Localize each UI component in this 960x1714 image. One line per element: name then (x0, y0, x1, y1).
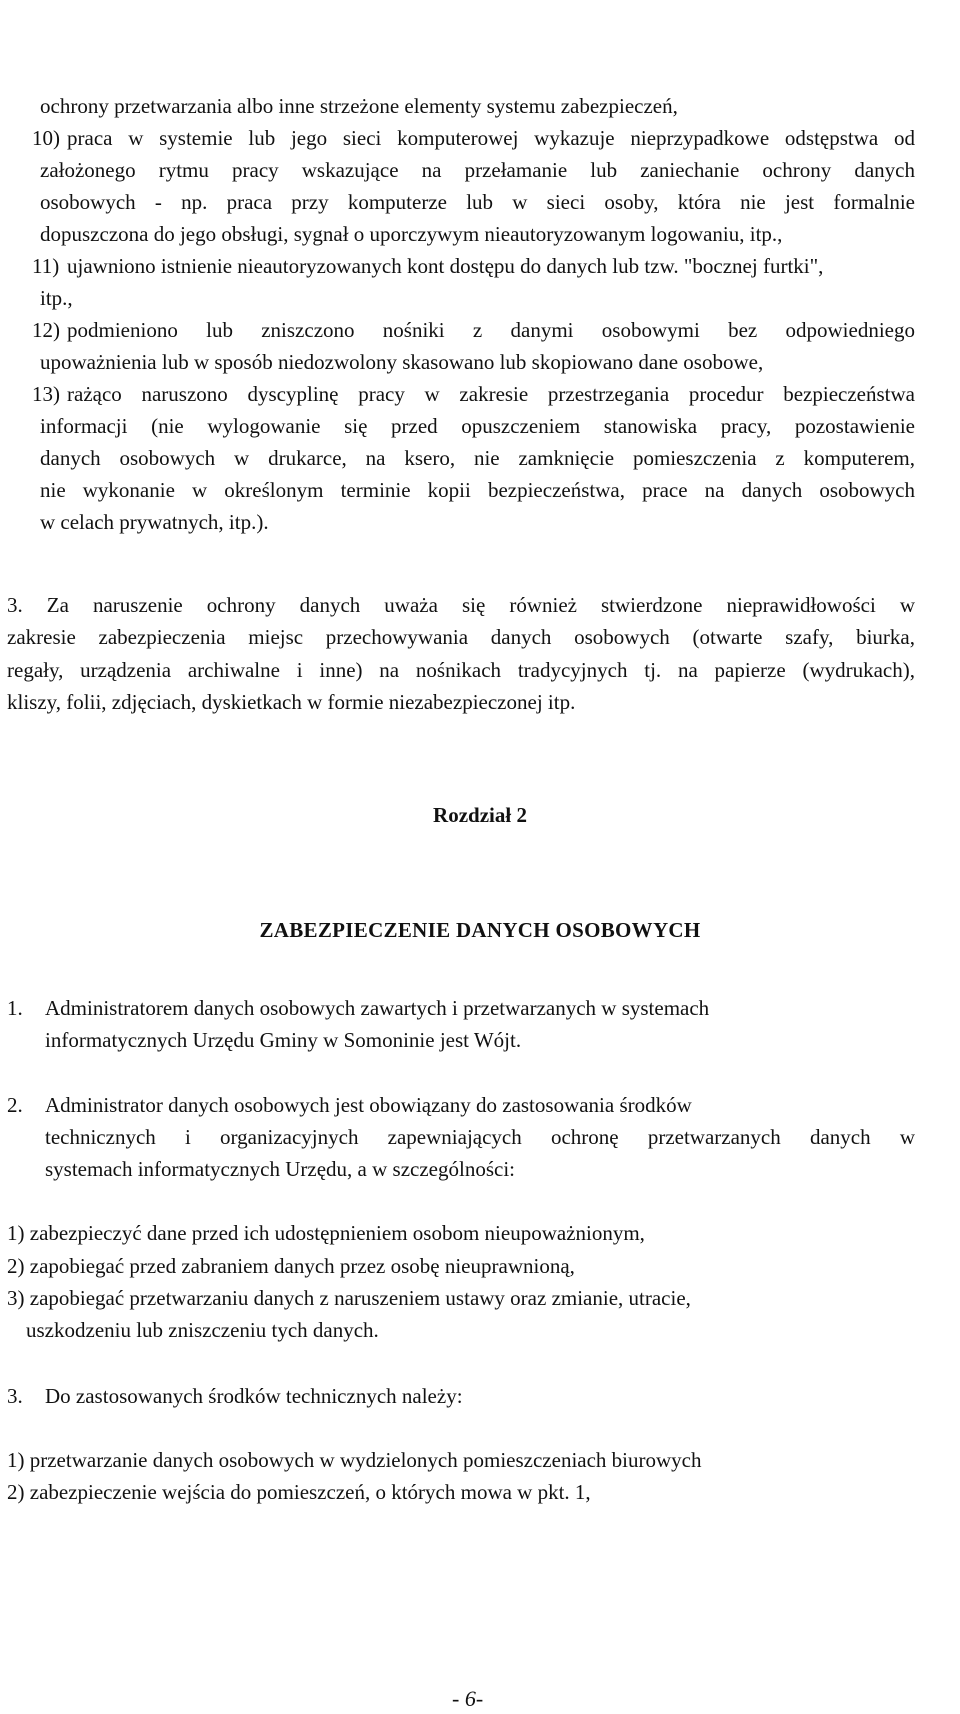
text-line: ujawniono istnienie nieautoryzowanych kont dostępu do danych lub tzw. "bocznej furtki", (67, 254, 824, 278)
chapter-title: Rozdział 2 (433, 803, 527, 827)
text-line: praca w systemie lub jego sieci komputerowej wykazuje nieprzypadkowe odstępstwa od (67, 126, 915, 150)
list-item: 1) zabezpieczyć dane przed ich udostępnieniem osobom nieupoważnionym, (7, 1221, 645, 1245)
text-line: danych osobowych w drukarce, na ksero, nie zamknięcie pomieszczenia z komputerem, (40, 446, 915, 470)
text-line: technicznych i organizacyjnych zapewniających ochronę przetwarzanych danych w (45, 1125, 915, 1149)
list-item: 2) zapobiegać przed zabraniem danych przez osobę nieuprawnioną, (7, 1254, 575, 1278)
list-item: 3) zapobiegać przetwarzaniu danych z naruszeniem ustawy oraz zmianie, utracie, (7, 1286, 691, 1310)
list-number: 12) (32, 318, 60, 342)
text-line: dopuszczona do jego obsługi, sygnał o uporczywym nieautoryzowanym logowaniu, itp., (40, 222, 783, 246)
text-line: założonego rytmu pracy wskazujące na przełamanie lub zaniechanie ochrony danych (40, 158, 915, 182)
list-item: 1) przetwarzanie danych osobowych w wydzielonych pomieszczeniach biurowych (7, 1448, 702, 1472)
text-line: rażąco naruszono dyscyplinę pracy w zakresie przestrzegania procedur bezpieczeństwa (67, 382, 915, 406)
text-line: Administratorem danych osobowych zawartych i przetwarzanych w systemach (45, 996, 710, 1020)
text-line: Administrator danych osobowych jest obowiązany do zastosowania środków (45, 1093, 692, 1117)
text-line: upoważnienia lub w sposób niedozwolony skasowano lub skopiowano dane osobowe, (40, 350, 764, 374)
text-line: zakresie zabezpieczenia miejsc przechowywania danych osobowych (otwarte szafy, biurka, (7, 625, 915, 649)
text-line: systemach informatycznych Urzędu, a w szczególności: (45, 1157, 515, 1181)
text-line: kliszy, folii, zdjęciach, dyskietkach w formie niezabezpieczonej itp. (7, 690, 576, 714)
text-line: w celach prywatnych, itp.). (40, 510, 269, 534)
text-line: ochrony przetwarzania albo inne strzeżone elementy systemu zabezpieczeń, (40, 94, 678, 118)
text-line: podmieniono lub zniszczono nośniki z danymi osobowymi bez odpowiedniego (67, 318, 915, 342)
text-line: informatycznych Urzędu Gminy w Somoninie jest Wójt. (45, 1028, 522, 1052)
text-line: 3. Za naruszenie ochrony danych uważa się również stwierdzone nieprawidłowości w (7, 593, 915, 617)
list-number: 13) (32, 382, 60, 406)
text-line: Do zastosowanych środków technicznych należy: (45, 1384, 463, 1408)
text-line: informacji (nie wylogowanie się przed opuszczeniem stanowiska pracy, pozostawienie (40, 414, 915, 438)
text-line: osobowych - np. praca przy komputerze lub w sieci osoby, która nie jest formalnie (40, 190, 915, 214)
text-line: itp., (40, 286, 73, 310)
chapter-subtitle: ZABEZPIECZENIE DANYCH OSOBOWYCH (259, 918, 701, 942)
text-line: nie wykonanie w określonym terminie kopii bezpieczeństwa, prace na danych osobowych (40, 478, 915, 502)
paragraph-number: 2. (7, 1093, 23, 1117)
list-item-continuation: uszkodzeniu lub zniszczeniu tych danych. (26, 1318, 379, 1342)
list-item: 2) zabezpieczenie wejścia do pomieszczeń, o których mowa w pkt. 1, (7, 1480, 591, 1504)
page-number: - 6- (452, 1686, 484, 1711)
list-number: 11) (32, 254, 60, 278)
list-number: 10) (32, 126, 60, 150)
paragraph-number: 1. (7, 996, 23, 1020)
paragraph-number: 3. (7, 1384, 23, 1408)
text-line: regały, urządzenia archiwalne i inne) na nośnikach tradycyjnych tj. na papierze (wydrukach), (7, 658, 915, 682)
